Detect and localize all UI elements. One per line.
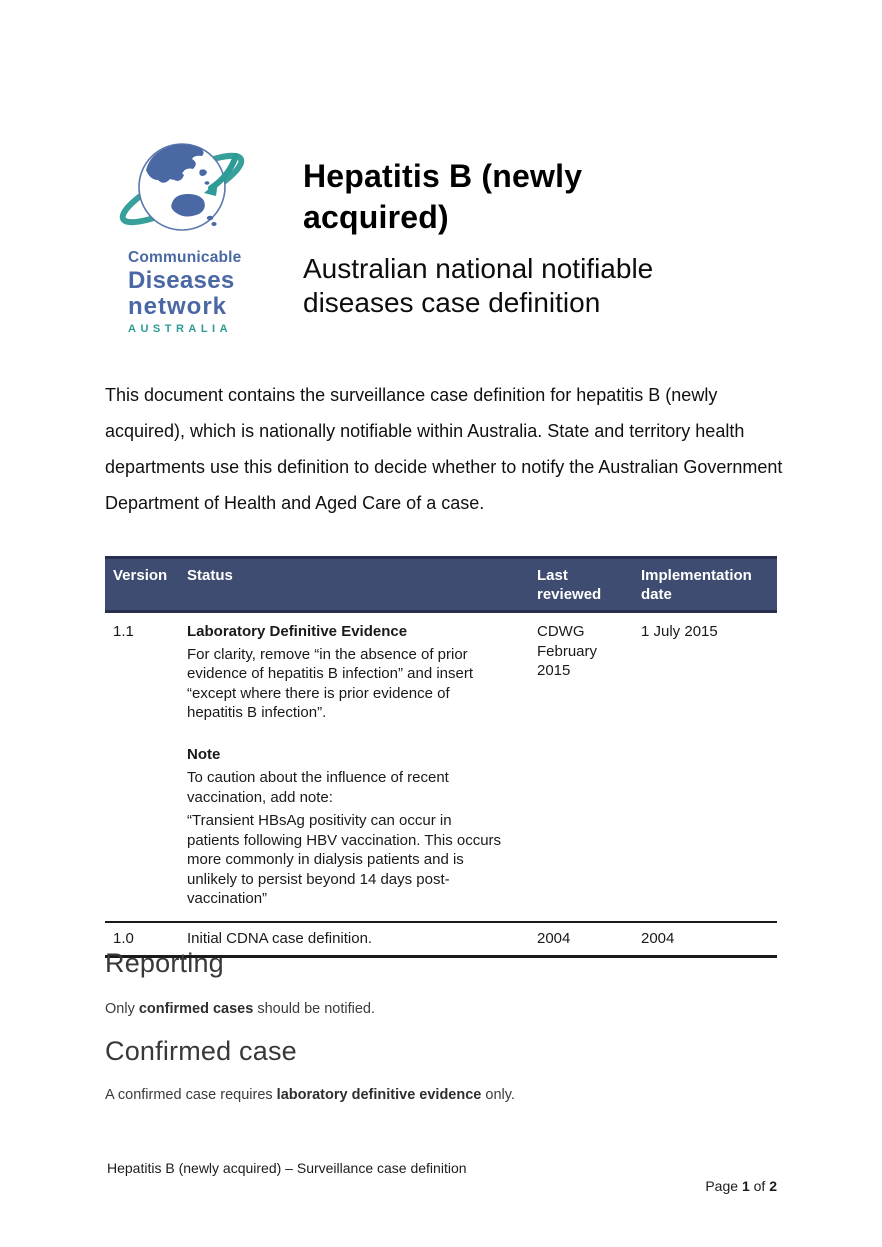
col-header-status: Status	[187, 567, 233, 584]
col-header-last-reviewed: Last reviewed	[537, 567, 602, 603]
confirmed-text-suffix: only.	[481, 1087, 515, 1103]
cdna-logo	[110, 130, 270, 335]
intro-paragraph: This document contains the surveillance case definition for hepatitis B (newly acquired), which is nationally notifiable within Australia. State and territory health departments use this definition to decide whether to notify the Australian Government Department of Health and Aged Care of a case.	[105, 385, 783, 513]
cell-implementation-date: 2004	[641, 929, 675, 947]
status-title: Laboratory Definitive Evidence	[187, 623, 408, 640]
page-title: Hepatitis B (newly acquired)	[303, 158, 583, 235]
logo-word-network: network	[128, 292, 228, 320]
confirmed-text-prefix: A confirmed case requires	[105, 1087, 277, 1103]
table-header-row	[105, 556, 777, 613]
logo-word-communicable: Communicable	[128, 249, 242, 266]
footer-page-current: 1	[741, 1178, 750, 1194]
col-header-version: Version	[113, 567, 168, 584]
cell-version: 1.1	[113, 623, 134, 640]
footer-document-title: Hepatitis B (newly acquired) – Surveillance case definition	[107, 1160, 467, 1176]
note-quote: “Transient HBsAg positivity can occur in patients following HBV vaccination. This occurs more commonly in dialysis patients and is unlikely to persist beyond 14 days post-vaccination”	[187, 812, 502, 907]
logo-word-australia: AUSTRALIA	[128, 322, 233, 335]
note-paragraph: To caution about the influence of recent vaccination, add note:	[187, 769, 449, 806]
footer-page-number	[477, 1178, 777, 1194]
logo-wordmark	[110, 250, 270, 335]
confirmed-text-bold: laboratory definitive evidence	[276, 1087, 482, 1103]
cell-last-reviewed: CDWG February 2015	[537, 623, 598, 679]
cell-last-reviewed: 2004	[537, 929, 571, 947]
footer-page-word: Page	[705, 1178, 742, 1194]
page-subtitle: Australian national notifiable diseases case definition	[303, 253, 654, 318]
confirmed-case-heading: Confirmed case	[105, 1036, 297, 1066]
title-block	[303, 156, 783, 320]
reporting-text-bold: confirmed cases	[138, 1001, 254, 1017]
reporting-heading: Reporting	[105, 948, 224, 978]
note-title: Note	[187, 745, 221, 763]
cell-status: Initial CDNA case definition.	[187, 929, 373, 947]
version-history-table	[105, 556, 777, 958]
cell-version: 1.0	[113, 929, 134, 947]
logo-word-diseases: Diseases	[128, 266, 235, 294]
status-paragraph: For clarity, remove “in the absence of prior evidence of hepatitis B infection” and insert “except where there is prior evidence of hepatitis B infection”.	[187, 645, 474, 721]
reporting-text-prefix: Only	[105, 1001, 139, 1017]
table-row	[105, 613, 777, 909]
reporting-text	[105, 1000, 375, 1018]
globe-orbit-icon	[112, 130, 254, 250]
col-header-implementation-date: Implementation date	[641, 567, 752, 603]
confirmed-case-text	[105, 1086, 515, 1104]
reporting-text-suffix: should be notified.	[253, 1001, 376, 1017]
cell-implementation-date: 1 July 2015	[641, 623, 718, 640]
footer-page-total: 2	[769, 1178, 777, 1194]
footer-page-of: of	[749, 1178, 770, 1194]
cell-status	[187, 613, 537, 909]
